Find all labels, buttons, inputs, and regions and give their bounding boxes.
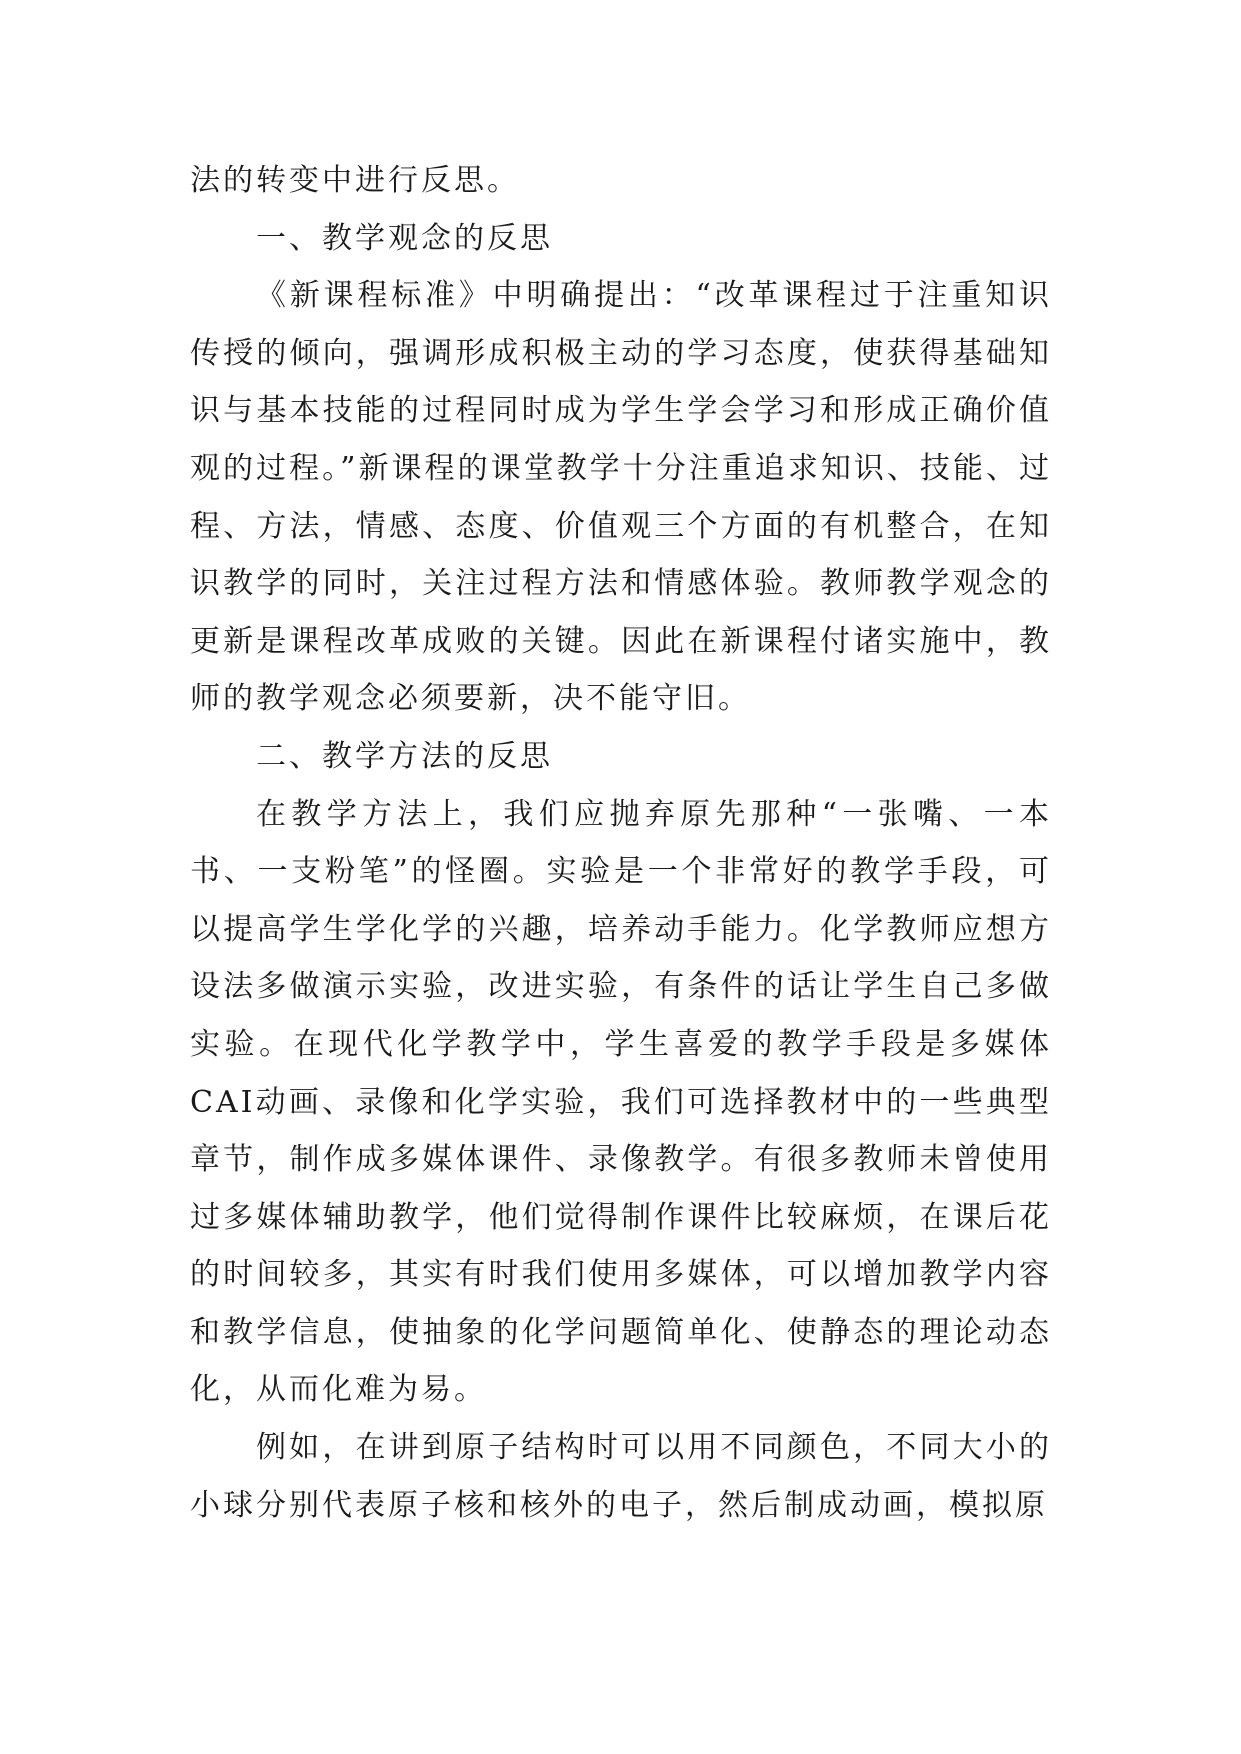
paragraph-teaching-method: 在教学方法上，我们应抛弃原先那种“一张嘴、一本书、一支粉笔”的怪圈。实验是一个非常好的教学手段，可以提高学生学化学的兴趣，培养动手能力。化学教师应想方设法多做演示实验，改进实验，有条件的话让学生自己多做实验。在现代化学教学中，学生喜爱的教学手段是多媒体CAI动画、录像和化学实验，我们可选择教材中的一些典型章节，制作成多媒体课件、录像教学。有很多教师未曾使用过多媒体辅助教学，他们觉得制作课件比较麻烦，在课后花的时间较多，其实有时我们使用多媒体，可以增加教学内容和教学信息，使抽象的化学问题简单化、使静态的理论动态化，从而化难为易。 bbox=[190, 796, 1052, 1408]
paragraph-continuation: 法的转变中进行反思。 bbox=[190, 163, 520, 198]
document-body bbox=[190, 152, 1052, 1534]
section-heading-teaching-concept: 一、教学观念的反思 bbox=[256, 220, 553, 256]
paragraph-example: 例如，在讲到原子结构时可以用不同颜色，不同大小的小球分别代表原子核和核外的电子，然后制成动画，模拟原 bbox=[190, 1430, 1052, 1523]
paragraph-teaching-concept: 《新课程标准》中明确提出：“改革课程过于注重知识传授的倾向，强调形成积极主动的学习态度，使获得基础知识与基本技能的过程同时成为学生学会学习和形成正确价值观的过程。”新课程的课堂教学十分注重追求知识、技能、过程、方法，情感、态度、价值观三个方面的有机整合，在知识教学的同时，关注过程方法和情感体验。教师教学观念的更新是课程改革成败的关键。因此在新课程付诸实施中，教师的教学观念必须要新，决不能守旧。 bbox=[190, 278, 1052, 717]
section-heading-teaching-method: 二、教学方法的反思 bbox=[256, 738, 553, 774]
